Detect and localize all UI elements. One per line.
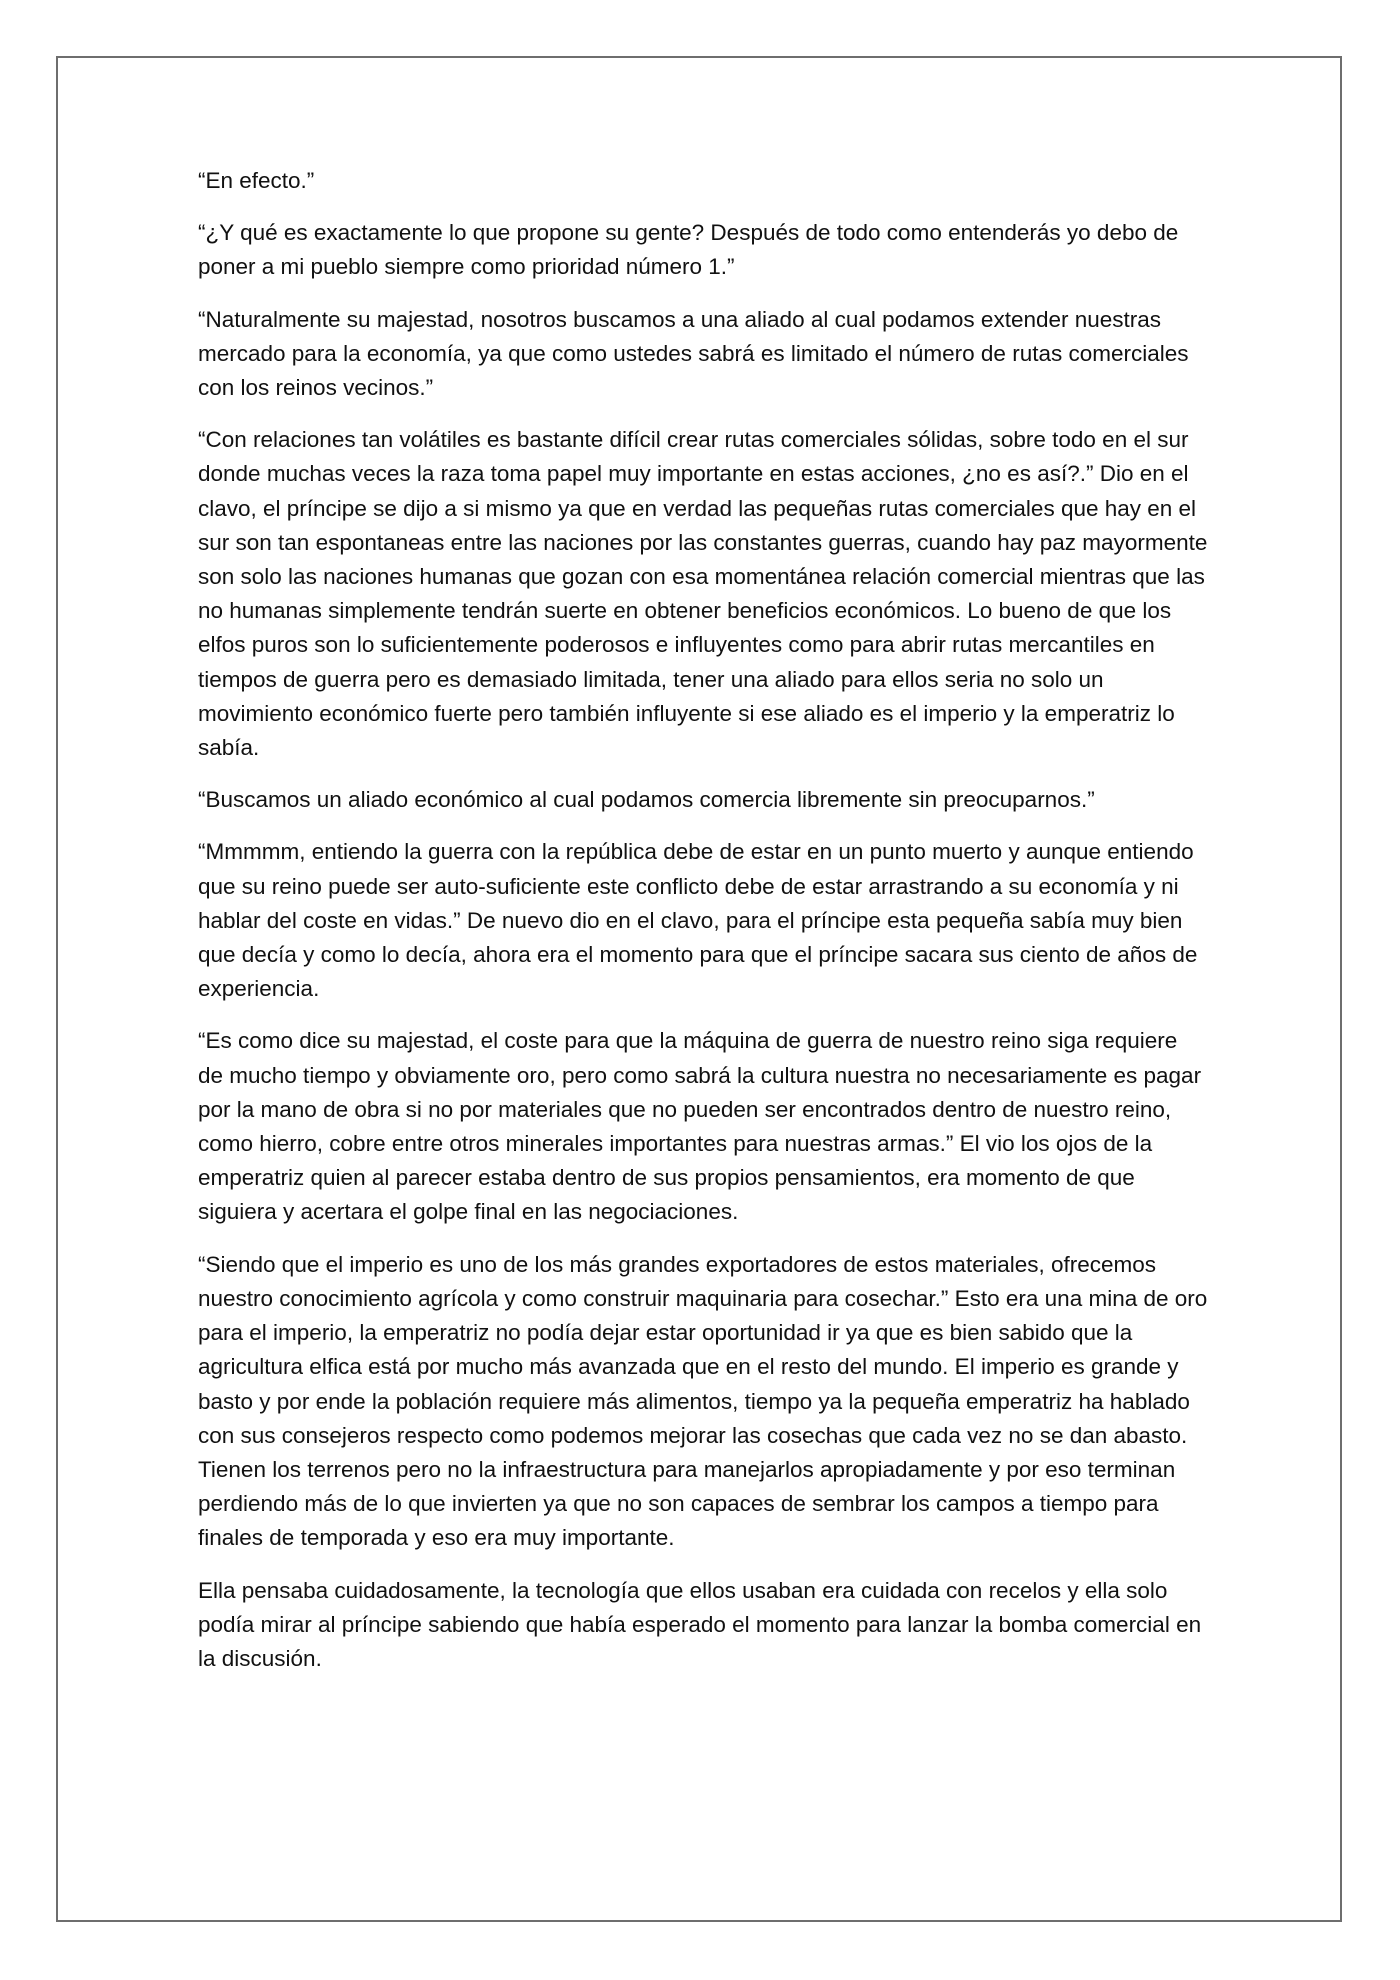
paragraph: “Buscamos un aliado económico al cual podamos comercia libremente sin preocuparnos.” [198, 787, 1095, 813]
paragraph: “En efecto.” [198, 168, 315, 193]
paragraph: “Con relaciones tan volátiles es bastante difícil crear rutas comerciales sólidas, sobre todo en el sur donde muchas veces la raza toma papel muy importante en estas acciones, ¿no es así?.” Dio en el clavo, el príncipe se dijo a si mismo ya que en verdad las pequeñas rutas comerciales que hay en el sur son tan espontaneas entre las naciones por las constantes guerras, cuando hay paz mayormente son solo las naciones humanas que gozan con esa momentánea relación comercial mientras que las no humanas simplemente tendrán suerte en obtener beneficios económicos. Lo bueno de que los elfos puros son lo suficientemente poderosos e influyentes como para abrir rutas mercantiles en tiempos de guerra pero es demasiado limitada, tener una aliado para ellos seria no solo un movimiento económico fuerte pero también influyente si ese aliado es el imperio y la emperatriz lo sabía. [198, 427, 1208, 761]
paragraph: Ella pensaba cuidadosamente, la tecnología que ellos usaban era cuidada con recelos y ella solo podía mirar al príncipe sabiendo que había esperado el momento para lanzar la bomba comercial en la discusión. [198, 1577, 1202, 1671]
paragraph: “¿Y qué es exactamente lo que propone su gente? Después de todo como entenderás yo debo de poner a mi pueblo siempre como prioridad número 1.” [198, 220, 1179, 280]
paragraph: “Siendo que el imperio es uno de los más grandes exportadores de estos materiales, ofrecemos nuestro conocimiento agrícola y como construir maquinaria para cosechar.” Esto era una mina de oro para el imperio, la emperatriz no podía dejar estar oportunidad ir ya que es bien sabido que la agricultura elfica está por mucho más avanzada que en el resto del mundo. El imperio es grande y basto y por ende la población requiere más alimentos, tiempo ya la pequeña emperatriz ha hablado con sus consejeros respecto como podemos mejorar las cosechas que cada vez no se dan abasto. Tienen los terrenos pero no la infraestructura para manejarlos apropiadamente y por eso terminan perdiendo más de lo que invierten ya que no son capaces de sembrar los campos a tiempo para finales de temporada y eso era muy importante. [198, 1251, 1208, 1551]
paragraph: “Mmmmm, entiendo la guerra con la república debe de estar en un punto muerto y aunque entiendo que su reino puede ser auto-suficiente este conflicto debe de estar arrastrando a su economía y ni hablar del coste en vidas.” De nuevo dio en el clavo, para el príncipe esta pequeña sabía muy bien que decía y como lo decía, ahora era el momento para que el príncipe sacara sus ciento de años de experiencia. [198, 839, 1198, 1002]
paragraph: “Naturalmente su majestad, nosotros buscamos a una aliado al cual podamos extender nuestras mercado para la economía, ya que como ustedes sabrá es limitado el número de rutas comerciales con los reinos vecinos.” [198, 306, 1189, 401]
paragraph: “Es como dice su majestad, el coste para que la máquina de guerra de nuestro reino siga requiere de mucho tiempo y obviamente oro, pero como sabrá la cultura nuestra no necesariamente es pagar por la mano de obra si no por materiales que no pueden ser encontrados dentro de nuestro reino, como hierro, cobre entre otros minerales importantes para nuestras armas.” El vio los ojos de la emperatriz quien al parecer estaba dentro de sus propios pensamientos, era momento de que siguiera y acertara el golpe final en las negociaciones. [198, 1028, 1202, 1225]
document-body [198, 164, 1208, 1694]
